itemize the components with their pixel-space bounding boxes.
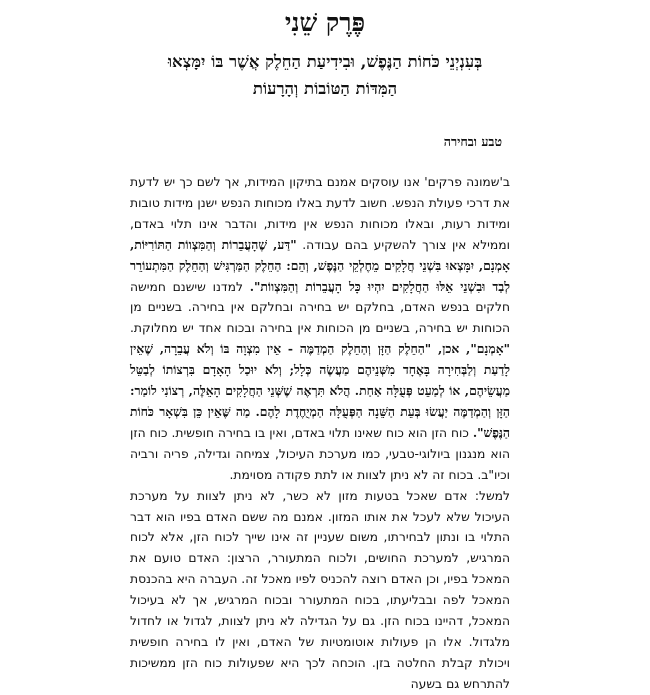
text-segment: ב'שמונה פרקים' אנו עוסקים אמנם בתיקון המידות, אך לשם כך יש לדעת את דרכי פעולת הנפש. חשוב לדעת באלו מכוחות הנפש ישנן מידות טובות ומידות רעות, ובאלו מכוחות הנפש אין מידות, והדבר אינו תלוי באדם, וממילא אין צורך להשקיע בהם עבודה.: [130, 175, 510, 252]
chapter-title: פֶּרֶק שֵׁנִי: [284, 8, 366, 37]
paragraph: [130, 172, 510, 486]
text-segment: למדנו שישנם חמישה חלקים בנפש האדם, בחלקם יש בחירה ובחלקם אין בחירה. בשניים מן הכוחות יש בחירה, בשניים מן הכוחות אין בחירה ובכוח אחד יש מחלוקת.: [130, 279, 510, 336]
chapter-subtitle: בְּעִנְיְנֵי כֹּחוֹת הַנֶּפֶשׁ, וּבִידִיעַת הַחֵלֶק אֲשֶׁר בּוֹ יִמָּצְאוּ הַמִּדּוֹת הַטּוֹבוֹת וְהָרָעוֹת: [167, 52, 483, 98]
body-text: [130, 172, 510, 695]
source-quote: "דַּע, שֶׁהָעֲבֵרוֹת וְהַמִּצְווֹת הַתּוֹרִיּוֹת, אָמְנָם, יִמָּצְאוּ בִּשְׁנֵי חֲלָקִים מֵחֶלְקֵי הַנֶּפֶשׁ, וְהֵם: הַחֵלֶק הַמַּרְגִּישׁ וְהַחֵלֶק הַמִּתְעוֹרֵר לְבַד וּבִשְׁנֵי אֵלּוּ הַחֲלָקִים יִהְיוּ כָּל הָעֲבֵרוֹת וְהַמִּצְווֹת".: [130, 236, 510, 294]
section-heading: טבע ובחירה: [443, 134, 502, 149]
text-segment: כוח הזן הוא כוח שאינו תלוי באדם, ואין בו בחירה חופשית. כוח הזן הוא מנגנון ביולוגי-טבעי, כמו מערכת העיכול, צמיחה וגדילה, פריה ורביה וכיו"ב. בכוח זה לא ניתן לצוות או לתת פקודה מסוימת.: [130, 425, 510, 482]
source-quote: "אָמְנָם", אכן, "הַחֵלֶק הַזָּן וְהַחֵלֶק הַמְדַמֶּה - אֵין מִצְוָה בּוֹ וְלֹא עֲבֵרָה, שֶׁאֵין לָדַעַת וְלַבְּחִירָה בָּאֶחָד מִשְּׁנֵיהֶם מַעֲשֶׂה כְּלָל; וְלֹא יוּכַל הָאָדָם בִּרְצוֹתוֹ לְבַטֵּל מַעֲשֵׂיהֶם, אוֹ לְמַעֵט פְּעֻלָּה אַחַת. הֲלֹא תִּרְאֶה שֶׁשְּׁנֵי הַחֲלָקִים הָאֵלֶּה, רְצוֹנִי לוֹמַר: הַזָּן וְהַמְדַמֶּה יַעֲשׂוּ בְּעֵת הַשֵּׁנָה הַפְּעֻלָּה הַמְיֻחֶדֶת לָהֶם. מַה שֶּׁאֵין כֵּן בִּשְׁאָר כֹּחוֹת הַנֶּפֶשׁ".: [130, 341, 510, 440]
paragraph: [130, 486, 510, 695]
text-segment: למשל: אדם שאכל בטעות מזון לא כשר, לא ניתן לצוות על מערכת העיכול שלא לעכל את אותו המזון. אמנם מה ששם האדם בפיו הוא דבר התלוי בו ונתון לבחירתו, משום שעניין זה אינו שייך לכוח הזן, אלא לכוח המרגיש, למערכת החושים, ולכוח המתעורר, הרצון: האדם טועם את המאכל בפיו, וכן האדם רוצה להכניס לפיו מאכל זה. העברה היא בהכנסת המאכל לפה ובבליעתו, בכוח המתעורר ובכוח המרגיש, אך לא בעיכול המאכל, דהיינו בכוח הזן. גם על הגדילה לא ניתן לצוות, לגדול או לחדול מלגדול. אלו הן פעולות אוטומטיות של האדם, ואין לו בחירה חופשית ויכולת קבלת החלטה בזן. הוכחה לכך היא שפעולות כוח הזן ממשיכות להתרחש גם בשעה: [130, 488, 510, 691]
